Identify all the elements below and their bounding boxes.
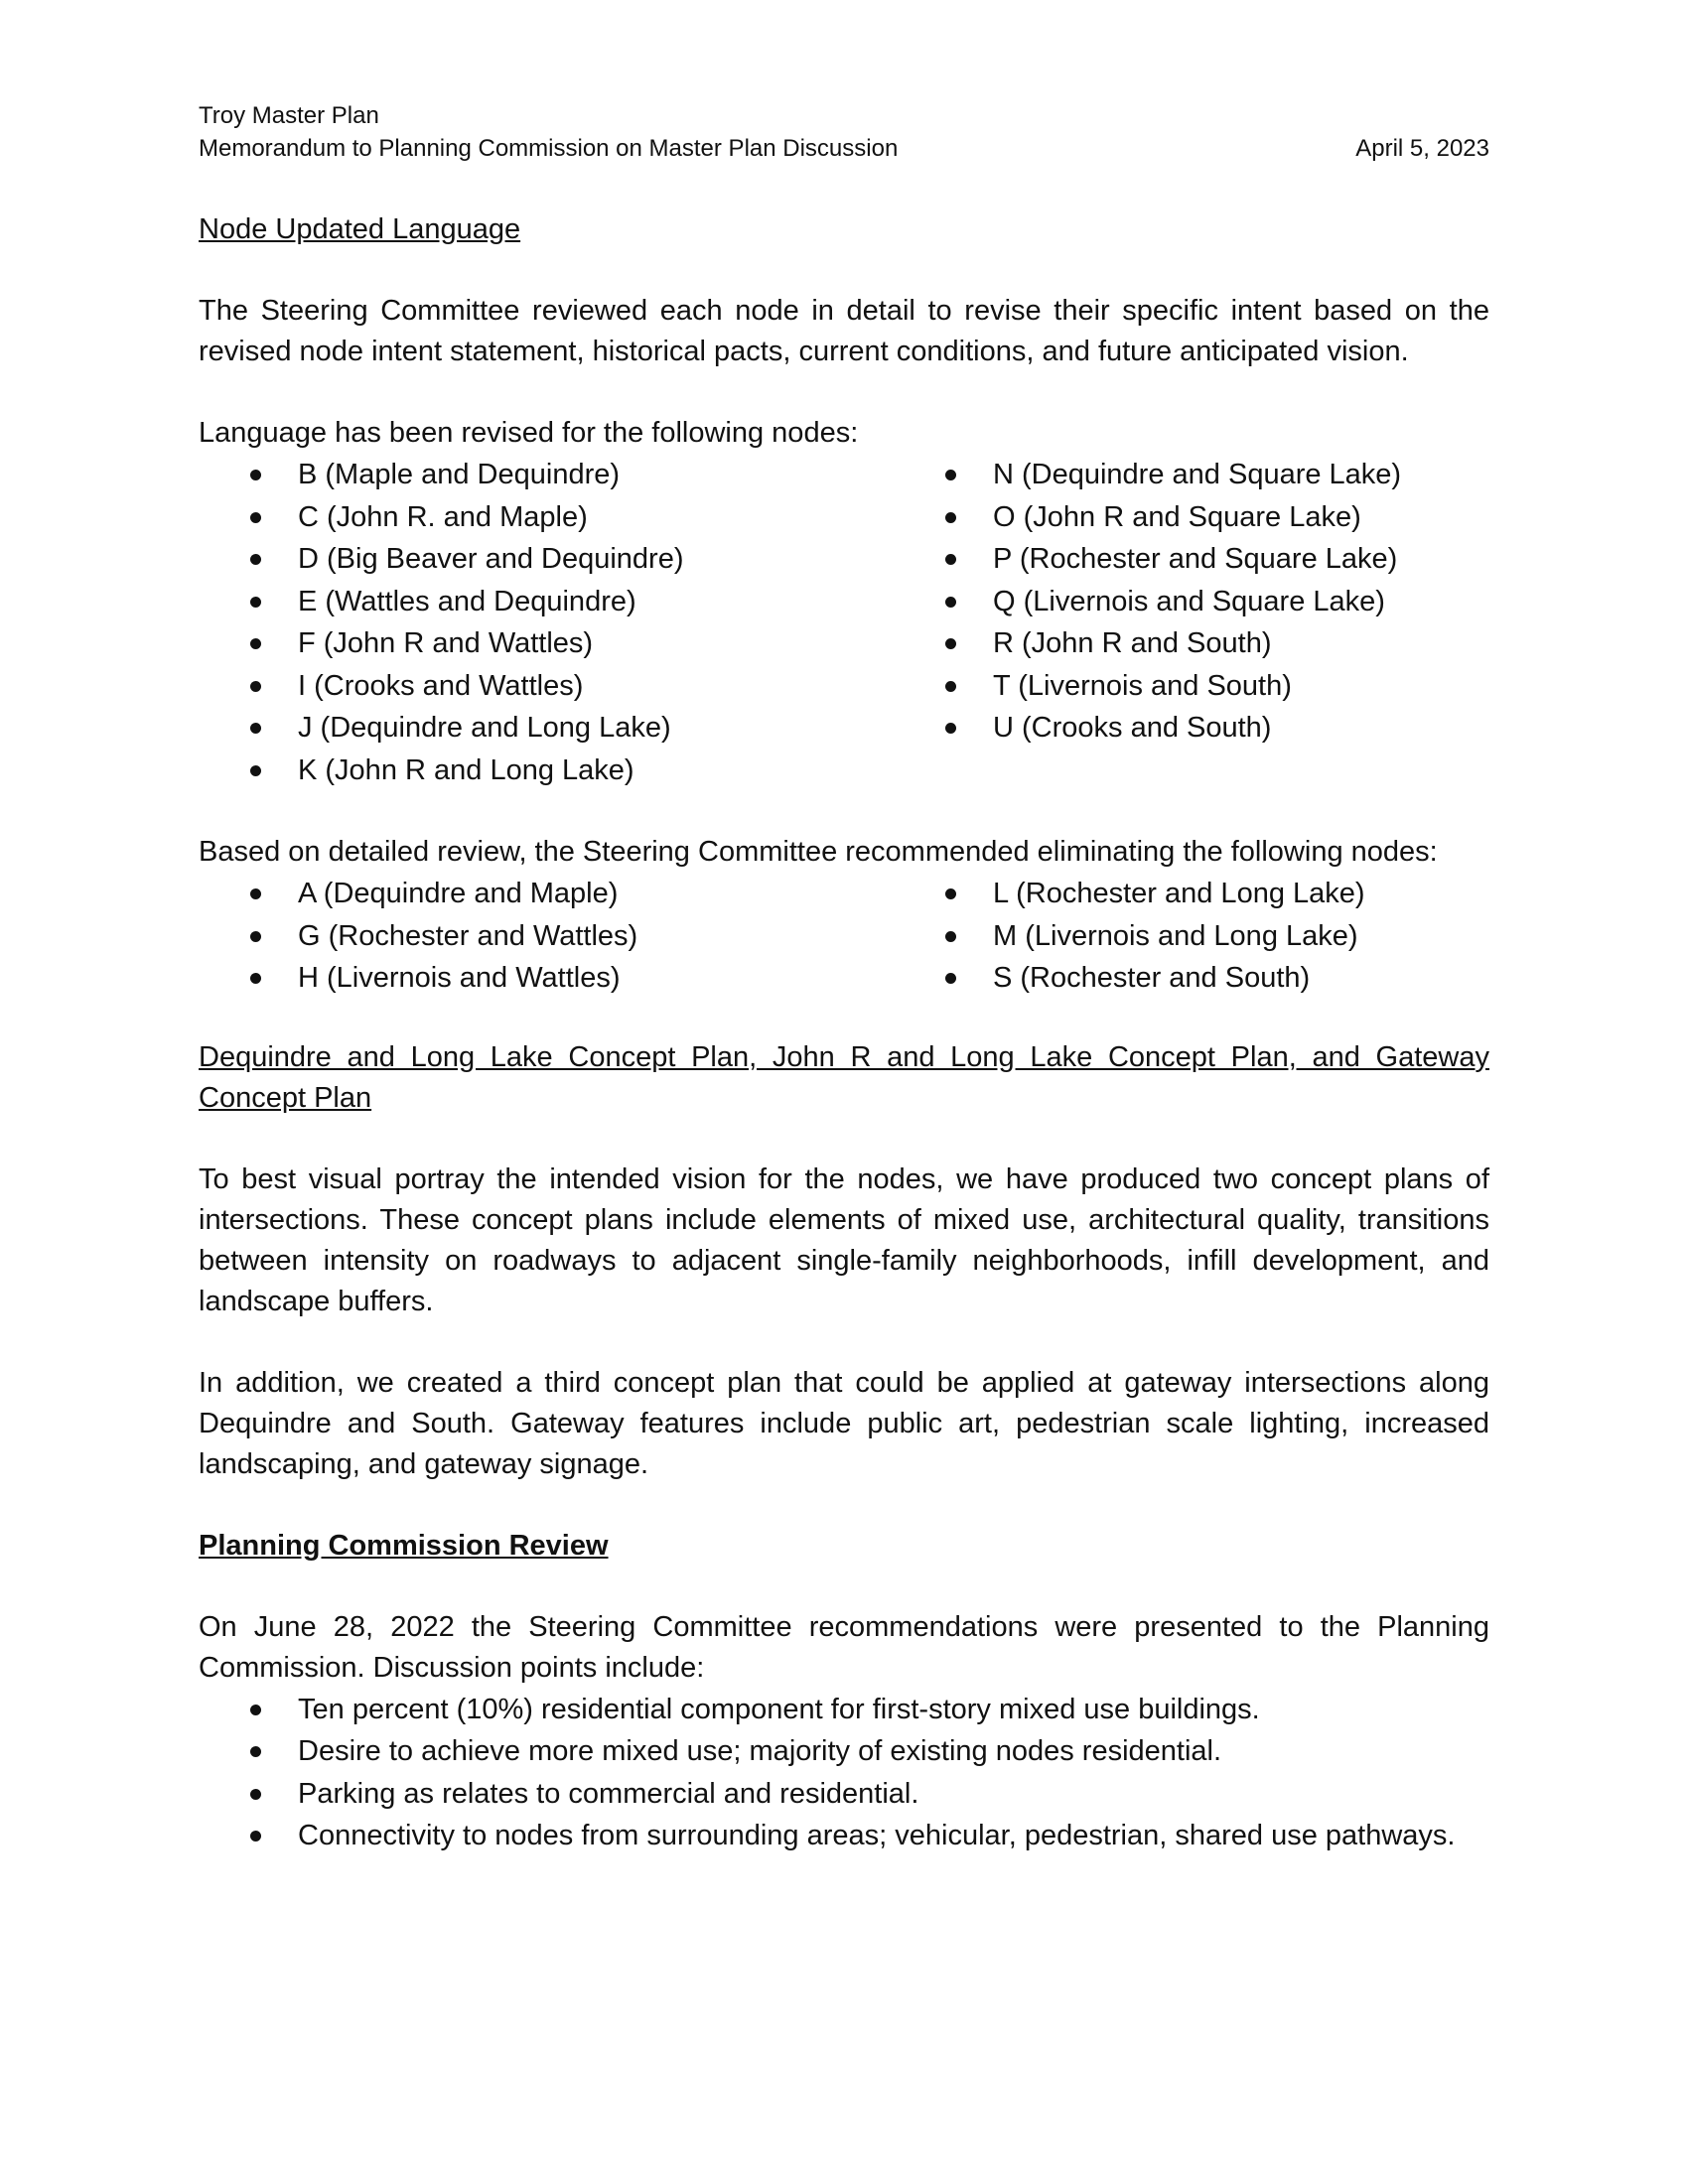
concept-paragraph-1: To best visual portray the intended vision for the nodes, we have produced two concept plans of intersections. These concept plans include elements of mixed use, architectural quality, transitions between intensity on roadways to adjacent single-family neighborhoods, infill development, and landscape buffers. [199, 1162, 1489, 1317]
memo-page [199, 99, 1489, 1857]
revised-node-item-text: F (John R and Wattles) [298, 627, 594, 659]
revised-node-item [894, 665, 1489, 708]
revised-node-item-text: N (Dequindre and Square Lake) [993, 459, 1402, 490]
eliminated-nodes-list [199, 873, 1489, 1000]
bullet-icon [250, 723, 261, 734]
revised-node-item-text: C (John R. and Maple) [298, 500, 588, 533]
revised-node-item [199, 581, 894, 623]
eliminated-node-item [894, 957, 1489, 1000]
bullet-icon [250, 973, 261, 984]
bullet-icon [945, 973, 956, 984]
bullet-icon [250, 597, 261, 608]
revised-node-item [894, 622, 1489, 665]
discussion-point-item-text: Parking as relates to commercial and residential. [298, 1777, 919, 1810]
eliminated-node-item [199, 915, 894, 958]
bullet-icon [945, 554, 956, 565]
revised-node-item-text: I (Crooks and Wattles) [298, 669, 584, 702]
header-date: April 5, 2023 [1355, 135, 1489, 162]
header-subtitle: Memorandum to Planning Commission on Master Plan Discussion [199, 135, 899, 162]
revised-node-item-text: O (John R and Square Lake) [993, 500, 1361, 533]
revised-node-item-text: U (Crooks and South) [993, 712, 1272, 744]
eliminated-node-item-text: L (Rochester and Long Lake) [993, 878, 1365, 909]
eliminated-node-item-text: G (Rochester and Wattles) [298, 919, 638, 952]
revised-node-item-text: J (Dequindre and Long Lake) [298, 712, 671, 744]
header-title: Troy Master Plan [199, 102, 379, 129]
bullet-icon [250, 888, 261, 899]
eliminated-node-item-text: S (Rochester and South) [993, 962, 1311, 994]
eliminated-node-item [894, 873, 1489, 915]
discussion-point-item [199, 1730, 1489, 1773]
eliminated-nodes-left [199, 873, 894, 1000]
bullet-icon [945, 512, 956, 523]
concept-section-title: Dequindre and Long Lake Concept Plan, John R and Long Lake Concept Plan, and Gateway Concept Plan [199, 1040, 1489, 1114]
discussion-point-item-text: Ten percent (10%) residential component for first-story mixed use buildings. [298, 1693, 1260, 1725]
discussion-point-item [199, 1689, 1489, 1731]
review-intro-paragraph: On June 28, 2022 the Steering Committee recommendations were presented to the Planning Commission. Discussion points include: [199, 1610, 1489, 1684]
eliminated-nodes-right [894, 873, 1489, 1000]
bullet-icon [250, 1746, 261, 1757]
revised-nodes-intro: Language has been revised for the following nodes: [199, 417, 859, 449]
revised-node-item-text: T (Livernois and South) [993, 669, 1292, 702]
revised-node-item [199, 454, 894, 496]
memo-header [199, 99, 1489, 165]
bullet-icon [250, 1789, 261, 1800]
review-section-title: Planning Commission Review [199, 1529, 609, 1562]
eliminate-nodes-intro: Based on detailed review, the Steering Committee recommended eliminating the following nodes: [199, 836, 1438, 868]
revised-node-item [199, 496, 894, 539]
eliminated-node-item-text: H (Livernois and Wattles) [298, 962, 621, 994]
discussion-point-item [199, 1773, 1489, 1816]
revised-node-item-text: E (Wattles and Dequindre) [298, 585, 636, 617]
discussion-point-item-text: Desire to achieve more mixed use; majority of existing nodes residential. [298, 1735, 1222, 1767]
revised-nodes-left [199, 454, 894, 791]
revised-node-item-text: Q (Livernois and Square Lake) [993, 585, 1385, 617]
eliminated-node-item [199, 957, 894, 1000]
revised-nodes-right [894, 454, 1489, 791]
revised-node-item [894, 454, 1489, 496]
eliminated-node-item [894, 915, 1489, 958]
revised-node-item-text: B (Maple and Dequindre) [298, 459, 621, 490]
discussion-point-item-text: Connectivity to nodes from surrounding areas; vehicular, pedestrian, shared use pathways. [298, 1820, 1456, 1851]
discussion-point-item [199, 1815, 1489, 1857]
bullet-icon [945, 888, 956, 899]
discussion-points-list [199, 1689, 1489, 1857]
bullet-icon [945, 723, 956, 734]
bullet-icon [945, 638, 956, 649]
concept-paragraph-2: In addition, we created a third concept plan that could be applied at gateway intersections along Dequindre and South. Gateway features include public art, pedestrian scale lighting, increased landscaping, and gateway signage. [199, 1366, 1489, 1480]
revised-node-item-text: R (John R and South) [993, 627, 1272, 659]
bullet-icon [250, 765, 261, 776]
bullet-icon [945, 597, 956, 608]
bullet-icon [250, 681, 261, 692]
revised-node-item [199, 622, 894, 665]
node-section-title: Node Updated Language [199, 213, 521, 245]
eliminated-node-item-text: A (Dequindre and Maple) [298, 878, 619, 909]
revised-node-item [894, 538, 1489, 581]
node-intro-paragraph: The Steering Committee reviewed each node in detail to revise their specific intent based on the revised node intent statement, historical pacts, current conditions, and future anticipated vision. [199, 295, 1489, 367]
header-subtitle-row [199, 132, 1489, 165]
bullet-icon [250, 470, 261, 480]
bullet-icon [945, 681, 956, 692]
revised-node-item [894, 707, 1489, 750]
revised-node-item-text: D (Big Beaver and Dequindre) [298, 543, 684, 575]
bullet-icon [250, 638, 261, 649]
revised-node-item [894, 496, 1489, 539]
bullet-icon [250, 931, 261, 942]
revised-nodes-list [199, 454, 1489, 791]
revised-node-item [199, 707, 894, 750]
revised-node-item [199, 750, 894, 792]
bullet-icon [945, 931, 956, 942]
bullet-icon [945, 470, 956, 480]
revised-node-item [894, 581, 1489, 623]
bullet-icon [250, 512, 261, 523]
eliminated-node-item [199, 873, 894, 915]
bullet-icon [250, 1831, 261, 1842]
bullet-icon [250, 554, 261, 565]
revised-node-item-text: P (Rochester and Square Lake) [993, 543, 1398, 575]
eliminated-node-item-text: M (Livernois and Long Lake) [993, 919, 1358, 952]
revised-node-item [199, 665, 894, 708]
revised-node-item [199, 538, 894, 581]
bullet-icon [250, 1705, 261, 1715]
revised-node-item-text: K (John R and Long Lake) [298, 753, 634, 786]
